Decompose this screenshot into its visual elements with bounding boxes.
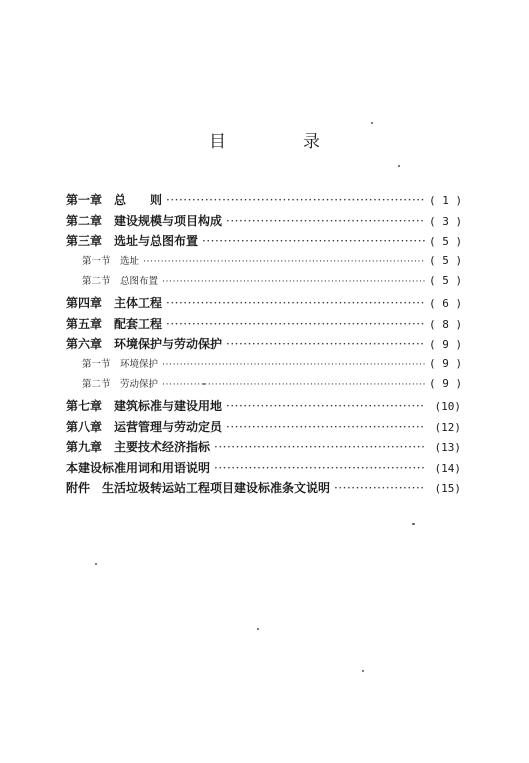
toc-entry-page: (10) — [434, 399, 461, 413]
table-of-contents — [66, 191, 461, 500]
toc-entry-label: 第八章 运营管理与劳动定员 — [66, 419, 223, 434]
toc-entry-label: 附件 生活垃圾转运站工程项目建设标准条文说明 — [66, 481, 331, 496]
toc-entry-label: 第三章 选址与总图布置 — [66, 234, 199, 249]
toc-entry-chapter-9 — [66, 438, 461, 459]
dot-leader — [143, 256, 425, 267]
dot-leader — [334, 481, 425, 495]
toc-entry-page: ( 5 ) — [429, 235, 463, 249]
toc-entry-chapter-1 — [66, 191, 461, 212]
dot-leader — [226, 399, 425, 413]
toc-entry-page: ( 1 ) — [429, 194, 463, 207]
toc-entry-page: ( 8 ) — [429, 317, 463, 331]
dot-leader — [202, 234, 425, 248]
toc-entry-label: 第五章 配套工程 — [66, 316, 163, 331]
toc-entry-label: 第二节 总图布置 — [82, 276, 159, 288]
toc-entry-page: (15) — [434, 482, 461, 496]
toc-entry-label: 第二章 建设规模与项目构成 — [66, 213, 223, 228]
scan-speck — [203, 383, 205, 385]
dot-leader — [166, 296, 425, 310]
toc-entry-chapter-6 — [66, 335, 461, 356]
toc-entry-page: ( 3 ) — [429, 214, 463, 228]
toc-entry-chapter-8 — [66, 418, 461, 439]
scan-speck — [398, 165, 400, 167]
toc-entry-page: ( 5 ) — [429, 274, 463, 288]
toc-entry-chapter-3 — [66, 232, 461, 253]
dot-leader — [226, 214, 425, 228]
toc-entry-page: ( 6 ) — [429, 296, 463, 310]
toc-entry-page: ( 9 ) — [429, 338, 463, 352]
toc-entry-section-3-2 — [66, 273, 461, 294]
toc-entry-label: 第九章 主要技术经济指标 — [66, 440, 211, 455]
toc-entry-section-6-2 — [66, 376, 461, 397]
page-title: 目 录 — [209, 132, 350, 152]
dot-leader — [162, 359, 425, 370]
dot-leader — [162, 379, 425, 390]
dot-leader — [214, 440, 425, 454]
toc-entry-page: (12) — [434, 420, 461, 434]
scan-speck — [371, 122, 373, 124]
toc-entry-chapter-2 — [66, 212, 461, 233]
toc-entry-page: ( 5 ) — [429, 253, 463, 267]
scan-speck — [412, 523, 415, 525]
toc-entry-label: 第七章 建筑标准与建设用地 — [66, 398, 223, 413]
dot-leader — [166, 317, 425, 331]
toc-entry-chapter-4 — [66, 294, 461, 315]
toc-entry-terminology — [66, 459, 461, 480]
scan-speck — [257, 628, 259, 630]
toc-entry-section-3-1 — [66, 253, 461, 274]
toc-entry-page: ( 9 ) — [429, 356, 463, 370]
toc-entry-label: 第一章 总 则 — [66, 193, 163, 207]
toc-entry-label: 第一节 环境保护 — [82, 358, 159, 370]
dot-leader — [162, 276, 425, 287]
dot-leader — [166, 193, 425, 207]
dot-leader — [214, 461, 425, 475]
toc-entry-label: 第二节 劳动保护 — [82, 379, 159, 391]
dot-leader — [226, 420, 425, 434]
toc-entry-label: 第六章 环境保护与劳动保护 — [66, 337, 223, 352]
toc-entry-label: 第四章 主体工程 — [66, 295, 163, 310]
toc-entry-section-6-1 — [66, 356, 461, 377]
toc-entry-label: 第一节 选址 — [82, 255, 140, 267]
toc-entry-label: 本建设标准用词和用语说明 — [66, 460, 211, 475]
scan-speck — [95, 563, 97, 565]
toc-entry-page: ( 9 ) — [429, 377, 463, 391]
toc-entry-appendix — [66, 479, 461, 500]
toc-entry-chapter-5 — [66, 315, 461, 336]
scan-speck — [362, 670, 364, 672]
toc-entry-page: (14) — [434, 461, 461, 475]
dot-leader — [226, 337, 425, 351]
toc-entry-page: (13) — [434, 441, 461, 455]
toc-entry-chapter-7 — [66, 397, 461, 418]
